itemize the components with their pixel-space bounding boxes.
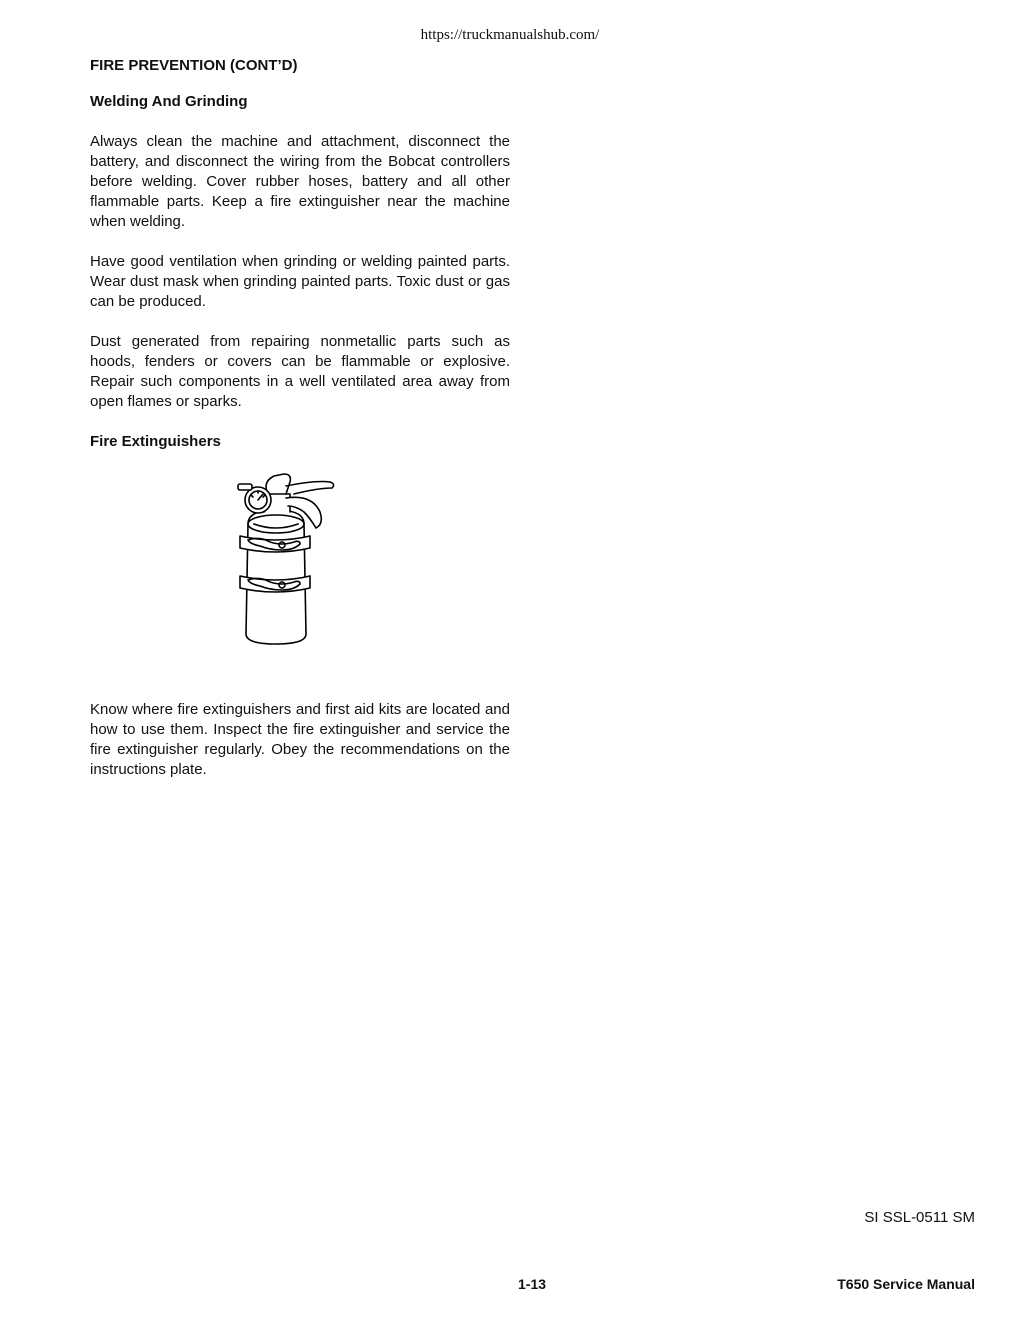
page-number: 1-13 bbox=[518, 1276, 547, 1292]
main-column bbox=[90, 56, 510, 800]
welding-paragraph-1: Always clean the machine and attachment, disconnect the battery, and disconnect the wiring from the Bobcat controllers before welding. Cover rubber hoses, battery and all other flammable parts. Keep a fire extinguisher near the machine when welding. bbox=[90, 133, 510, 230]
fire-extinguisher-icon bbox=[234, 472, 434, 662]
fire-extinguisher-figure bbox=[90, 472, 510, 678]
fire-extinguishers-paragraph: Know where fire extinguishers and first aid kits are located and how to use them. Inspect the fire extinguisher and service the fire extinguisher regularly. Obey the recommendations on the instructions plate. bbox=[90, 701, 510, 778]
welding-paragraph-3: Dust generated from repairing nonmetallic parts such as hoods, fenders or covers can be flammable or explosive. Repair such components in a well ventilated area away from open flames or sparks. bbox=[90, 333, 510, 410]
manual-title: T650 Service Manual bbox=[837, 1276, 975, 1292]
welding-heading: Welding And Grinding bbox=[90, 93, 248, 110]
welding-paragraph-2: Have good ventilation when grinding or welding painted parts. Wear dust mask when grinding painted parts. Toxic dust or gas can be produced. bbox=[90, 253, 510, 310]
section-title: FIRE PREVENTION (CONT’D) bbox=[90, 57, 298, 74]
header-url[interactable]: https://truckmanualshub.com/ bbox=[420, 27, 600, 43]
fire-extinguishers-heading: Fire Extinguishers bbox=[90, 433, 221, 450]
document-code: SI SSL-0511 SM bbox=[864, 1209, 975, 1226]
